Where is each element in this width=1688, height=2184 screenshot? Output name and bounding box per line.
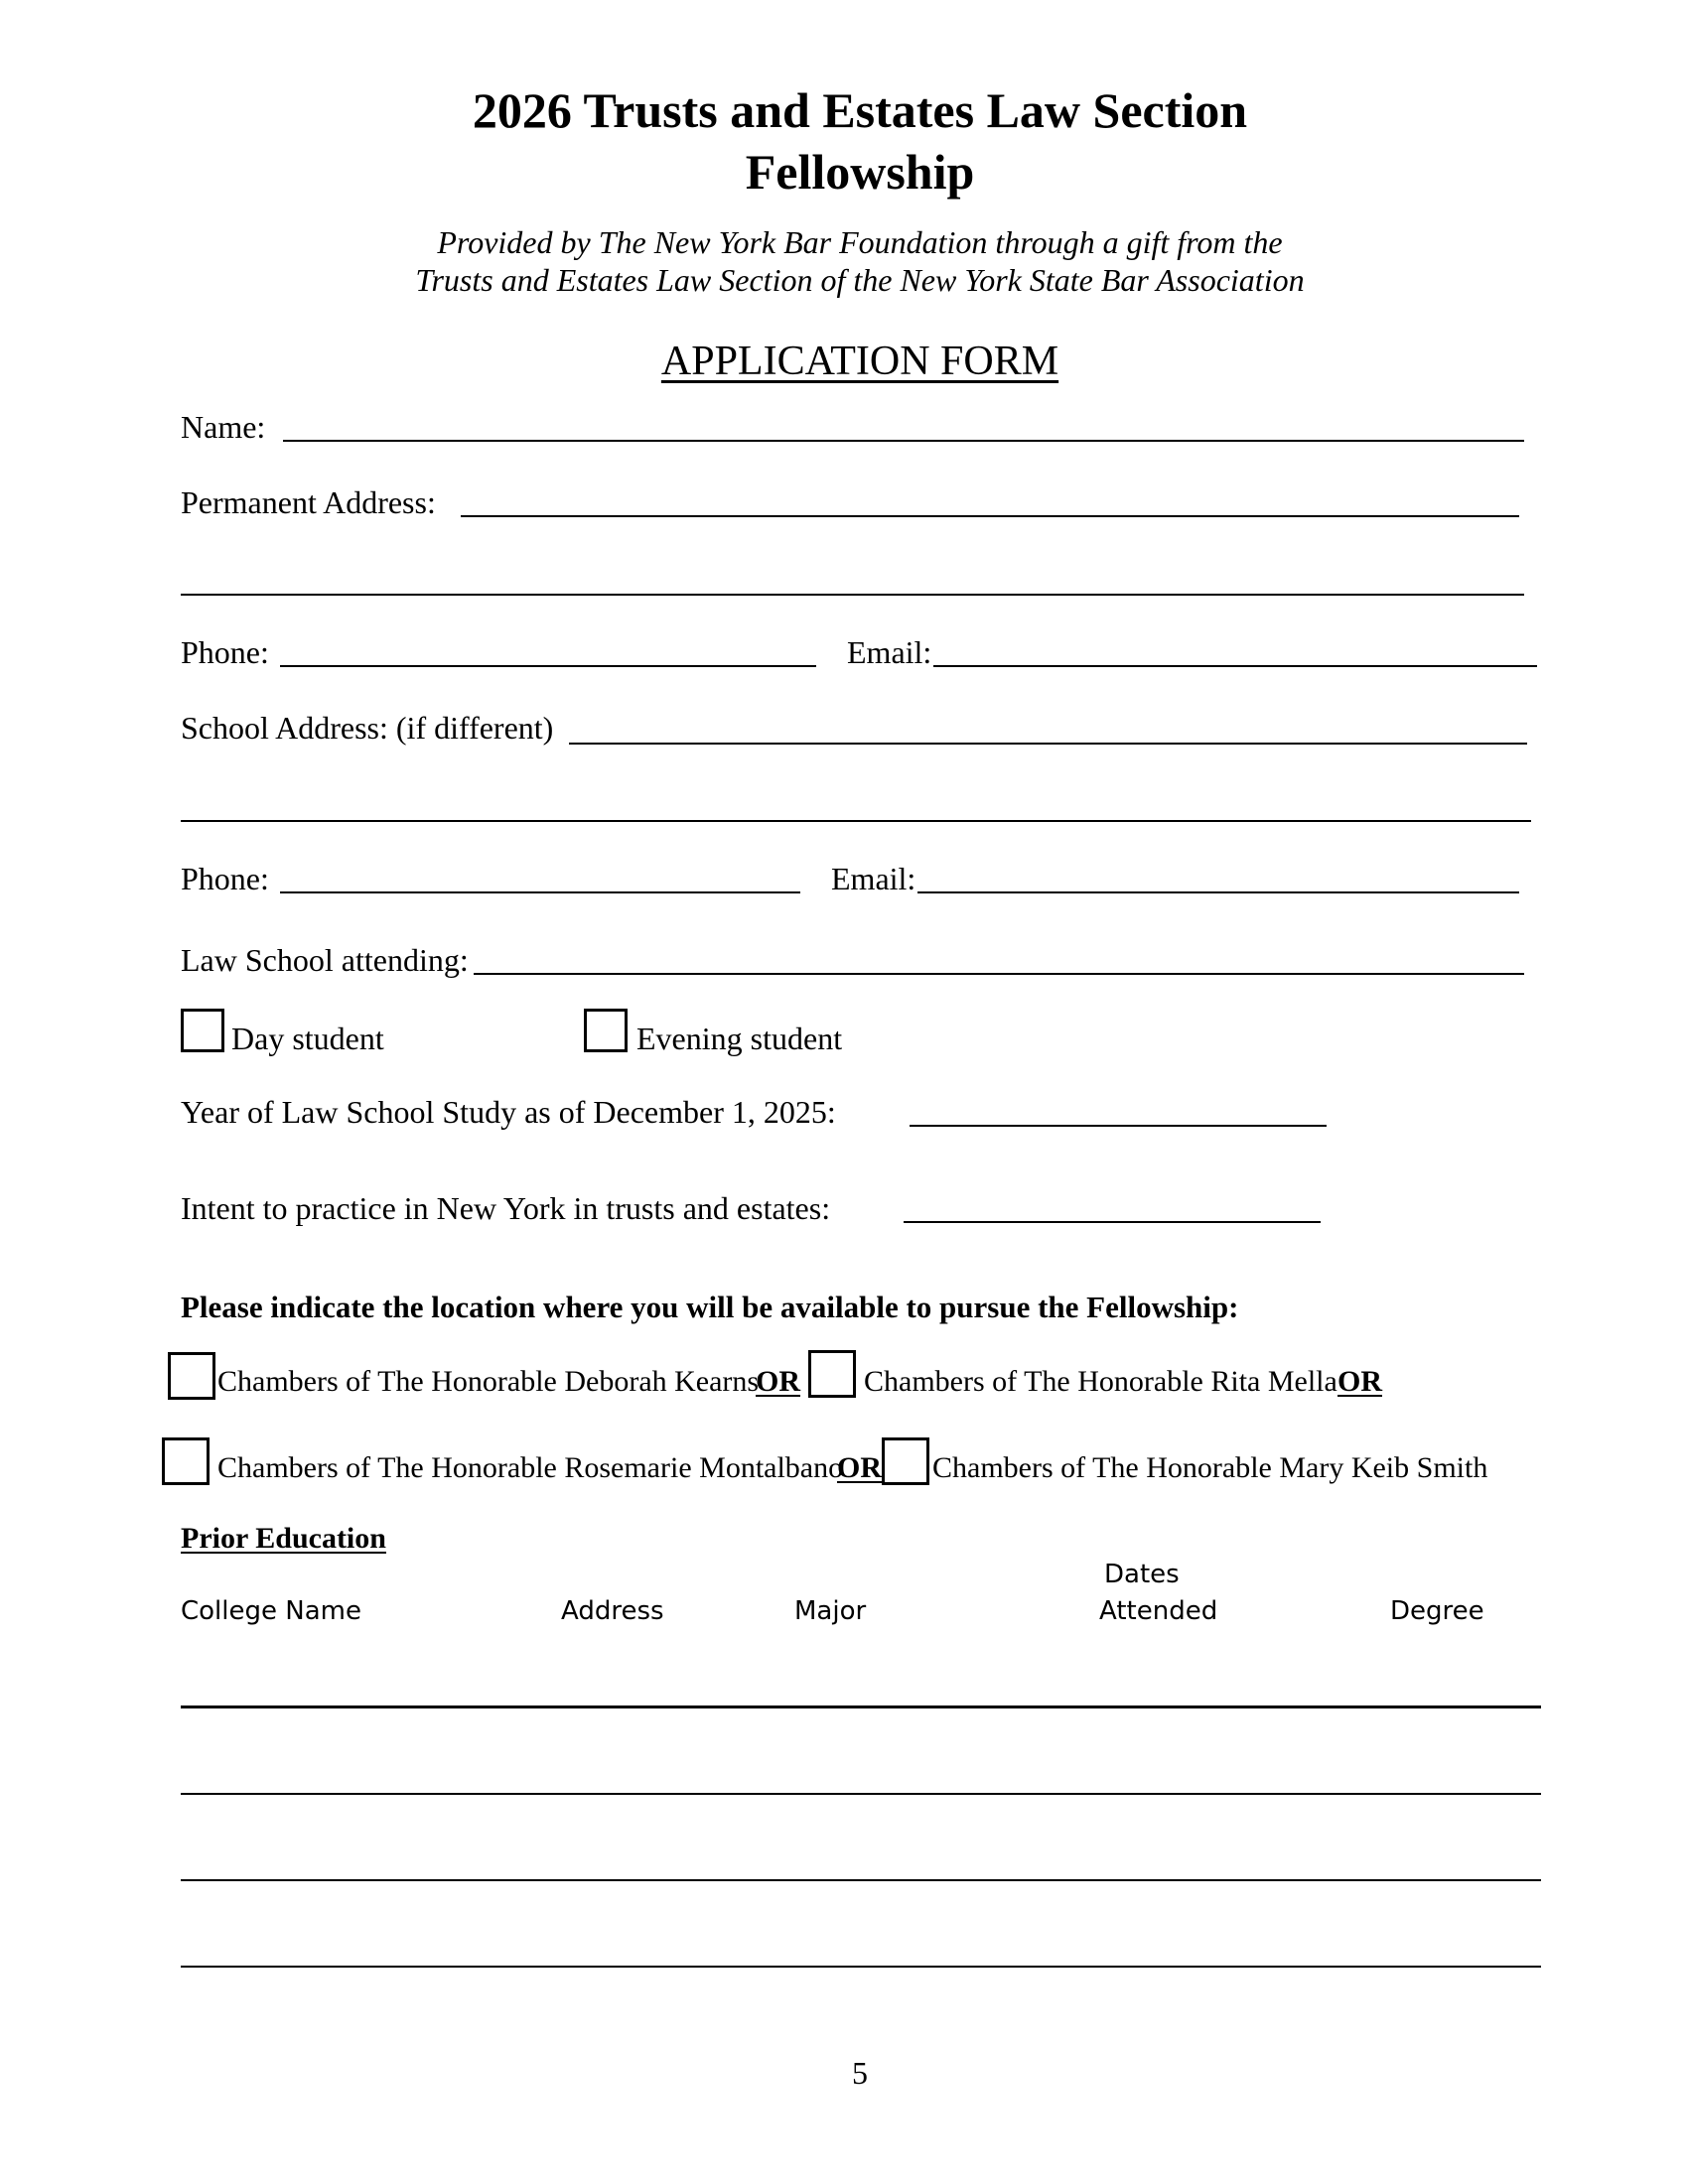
column-major: Major <box>794 1596 867 1626</box>
phone-field[interactable] <box>280 665 816 667</box>
evening-student-checkbox[interactable] <box>584 1009 628 1052</box>
keib-smith-label: Chambers of The Honorable Mary Keib Smith <box>932 1451 1488 1484</box>
law-school-field[interactable] <box>474 973 1524 975</box>
or-label-1: OR <box>756 1365 800 1398</box>
kearns-checkbox[interactable] <box>168 1352 215 1400</box>
montalbano-label: Chambers of The Honorable Rosemarie Montalbano <box>217 1451 844 1484</box>
education-row-4[interactable] <box>181 1966 1541 1968</box>
law-school-label: Law School attending: <box>181 942 469 978</box>
school-address-field-line-2[interactable] <box>181 820 1531 822</box>
prior-education-heading: Prior Education <box>181 1522 386 1555</box>
school-address-field[interactable] <box>569 743 1527 745</box>
column-address: Address <box>561 1596 664 1626</box>
permanent-address-field-line-2[interactable] <box>181 594 1524 596</box>
montalbano-checkbox[interactable] <box>162 1437 210 1485</box>
subtitle-line-2: Trusts and Estates Law Section of the New York State Bar Association <box>415 262 1305 298</box>
permanent-address-label: Permanent Address: <box>181 484 436 520</box>
column-degree: Degree <box>1390 1596 1484 1626</box>
school-phone-label: Phone: <box>181 861 269 896</box>
permanent-address-field[interactable] <box>461 515 1519 517</box>
evening-student-label: Evening student <box>636 1021 843 1056</box>
intent-label: Intent to practice in New York in trusts and estates: <box>181 1190 831 1226</box>
kearns-label: Chambers of The Honorable Deborah Kearns <box>217 1365 760 1398</box>
column-attended: Attended <box>1099 1596 1218 1626</box>
keib-smith-checkbox[interactable] <box>882 1437 929 1485</box>
email-label: Email: <box>847 634 932 670</box>
school-phone-field[interactable] <box>280 891 800 893</box>
name-field[interactable] <box>283 440 1524 442</box>
page-number: 5 <box>852 2055 868 2091</box>
intent-field[interactable] <box>904 1221 1321 1223</box>
or-label-2: OR <box>1337 1365 1382 1398</box>
education-row-1[interactable] <box>181 1706 1541 1708</box>
form-title <box>0 338 1688 385</box>
school-email-field[interactable] <box>917 891 1519 893</box>
day-student-checkbox[interactable] <box>181 1009 224 1052</box>
year-label: Year of Law School Study as of December 1, 2025: <box>181 1094 836 1130</box>
name-label: Name: <box>181 409 266 445</box>
mella-label: Chambers of The Honorable Rita Mella <box>864 1365 1337 1398</box>
column-college-name: College Name <box>181 1596 361 1626</box>
day-student-label: Day student <box>231 1021 384 1056</box>
email-field[interactable] <box>933 665 1537 667</box>
education-row-2[interactable] <box>181 1793 1541 1795</box>
phone-label: Phone: <box>181 634 269 670</box>
mella-checkbox[interactable] <box>808 1350 856 1398</box>
page-title-line-2: Fellowship <box>745 144 975 200</box>
subtitle-line-1: Provided by The New York Bar Foundation through a gift from the <box>437 224 1283 260</box>
education-row-3[interactable] <box>181 1879 1541 1881</box>
page-title-line-1: 2026 Trusts and Estates Law Section <box>472 82 1248 138</box>
school-address-label: School Address: (if different) <box>181 710 554 746</box>
column-dates: Dates <box>1104 1560 1180 1589</box>
location-prompt: Please indicate the location where you will be available to pursue the Fellowship: <box>181 1290 1239 1324</box>
form-title-text: APPLICATION FORM <box>660 339 1059 384</box>
school-email-label: Email: <box>831 861 916 896</box>
year-field[interactable] <box>910 1125 1327 1127</box>
or-label-3: OR <box>837 1451 882 1484</box>
